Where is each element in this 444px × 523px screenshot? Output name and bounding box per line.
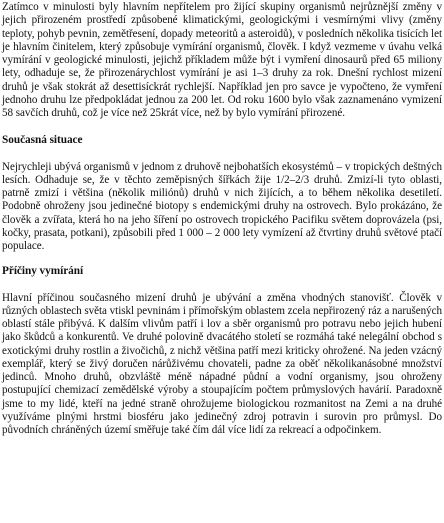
section-spacer <box>2 279 442 292</box>
section-spacer <box>2 253 442 265</box>
current-situation-paragraph: Nejrychleji ubývá organismů v jednom z druhově nejbohatších ekosystémů – v tropických deštných lesích. Odhaduje se, že v těchto zeměpisných šířkách žije 1/2–2/3 druhů. Zmizí-li tyto oblasti, patrně zmizí i většina (několik miliónů) druhů v nich žijících, a to během několika desetiletí. Podobně ohroženy jsou jedinečné biotopy s endemickými druhy na ostrovech. Bylo prokázáno, že člověk a zvířata, která ho na jeho šíření po ostrovech tropického Pacifiku světem doprovázela (psi, kočky, prasata, potkani), způsobili před 1 000 – 2 000 lety vymízení až čtvrtiny druhů světové ptačí populace. <box>2 160 442 252</box>
section-heading-current-situation: Současná situace <box>2 134 83 147</box>
intro-paragraph: Zatímco v minulosti byly hlavním nepřítelem pro žijící skupiny organismů nejrůznější změny v jejich přirozeném prostředí způsobené klimatickými, geologickými i vesmírnými vlivy (změny teploty, pohyb pevnin, zemětřesení, dopady meteoritů a asteroidů), v posledních několika tisících let je hlavním činitelem, který způsobuje vymírání organismů, člověk. I když vezmeme v úvahu velká vymírání v geologické minulosti, jejichž příkladem může být i vymření dinosaurů před 65 miliony lety, odhaduje se, že přirozenárychlost vymírání je asi 1–3 druhy za rok. Dnešní rychlost mizení druhů je však stokrát až desettisíckrát rychlejší. Například jen pro savce je vypočteno, že vymření jednoho druhu lze předpokládat jednou za 200 let. Od roku 1600 bylo však zaznamenáno vymizení 58 savčích druhů, což je více než 25krát více, než by bylo vymírání přirozené. <box>2 1 442 119</box>
section-spacer <box>2 120 442 134</box>
section-heading-causes: Příčiny vymírání <box>2 265 84 278</box>
section-spacer <box>2 148 442 161</box>
causes-paragraph: Hlavní příčinou současného mizení druhů je ubývání a změna vhodných stanovišť. Člověk v různých oblastech světa vtiskl pevninám i přímořským oblastem zcela nepřirozený ráz a narušených oblastí stále přibývá. K dalším vlivům patří i lov a sběr organismů pro potravu nebo jejich hubení jako škůdců a konkurentů. Ve druhé polovině dvacátého století se rozmáhá také nelegální obchod s exotickými druhy rostlin a živočichů, z nichž většina patří mezi kriticky ohrožené. Na jeden vzácný exemplář, který se živý doručen nárůživému chovateli, padne za oběť několikanásobné množství jedinců. Mnoho druhů, obzvláště méně nápadné půdní a vodní organismy, jsou ohroženy postupující chemizací zemědělské výroby a stoupajícím počtem průmyslových havárií. Paradoxně jsme to my lidé, kteří na jedné straně ohrožujeme biologickou rozmanitost na Zemi a na druhé využíváme plnými hrstmi biosféru jako jedinečný zdroj potravin i surovin pro průmysl. Do původních chráněných území směřuje také čím dál více lidí za rekreací a odpočinkem. <box>2 291 442 436</box>
